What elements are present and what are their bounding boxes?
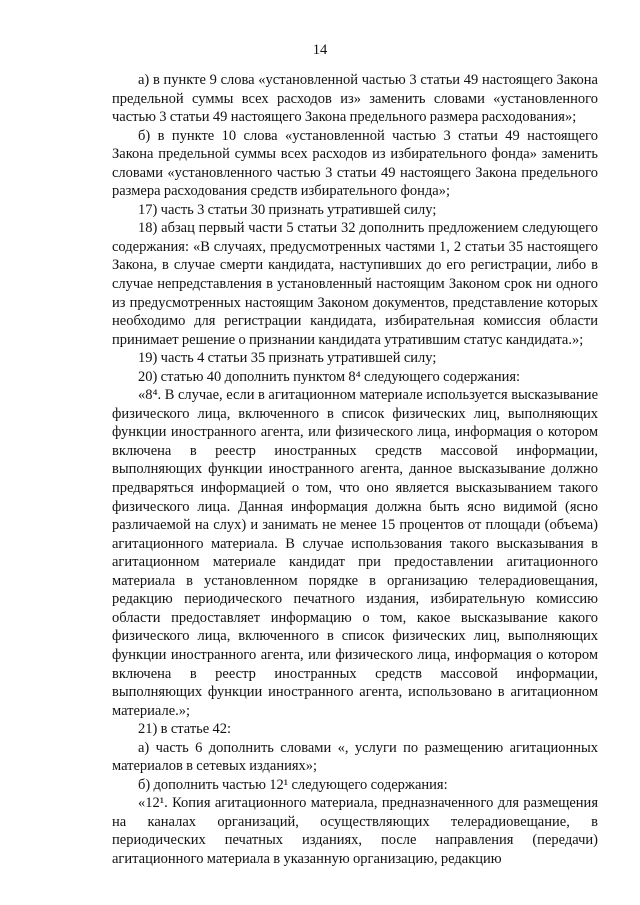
paragraph: а) часть 6 дополнить словами «, услуги по размещению агитационных материалов в сетевых изданиях»; [112,739,598,775]
paragraph: 21) в статье 42: [138,721,232,738]
paragraph: а) в пункте 9 слова «установленной частью 3 статьи 49 настоящего Закона предельной суммы всех расходов из» заменить словами «установленного частью 3 статьи 49 настоящего Закона предельного размера расходования»; [112,72,598,126]
page-number: 14 [312,42,328,58]
document-body [112,71,598,869]
paragraph: 18) абзац первый части 5 статьи 32 дополнить предложением следующего содержания: «В случаях, предусмотренных частями 1, 2 статьи 35 настоящего Закона, в случае смерти кандидата, наступивших до его регистрации, либо в случае непредставления в установленный настоящим Законом срок ни одного из предусмотренных настоящим Законом документов, представление которых необходимо для регистрации кандидата, избирательная комиссия области принимает решение о признании кандидата утратившим статус кандидата.»; [112,220,598,348]
paragraph: б) в пункте 10 слова «установленной частью 3 статьи 49 настоящего Закона предельной суммы всех расходов из избирательного фонда» заменить словами «установленного частью 3 статьи 49 настоящего Закона предельного размера расходования средств избирательного фонда»; [112,127,598,200]
paragraph: 20) статью 40 дополнить пунктом 8⁴ следующего содержания: [138,368,521,385]
paragraph: б) дополнить частью 12¹ следующего содержания: [138,776,448,793]
paragraph: «12¹. Копия агитационного материала, предназначенного для размещения на каналах организаций, осуществляющих телерадиовещание, в периодических печатных изданиях, после направления (передачи) агитационного материала в указанную организацию, редакцию [112,795,598,867]
paragraph: 17) часть 3 статьи 30 признать утратившей силу; [138,201,437,218]
paragraph: «8⁴. В случае, если в агитационном материале используется высказывание физического лица, включенного в список физических лиц, выполняющих функции иностранного агента, или физического лица, информация о котором включена в реестр иностранных средств массовой информации, выполняющих функции иностранного агента, данное высказывание должно предваряться информацией о том, что оно является высказыванием такого физического лица. Данная информация должна быть ясно видимой (ясно различаемой на слух) и занимать не менее 15 процентов от площади (объема) агитационного материала. В случае использования такого высказывания в агитационном материале кандидат при предоставлении агитационного материала в установленном порядке в организацию телерадиовещания, редакцию периодического печатного издания, избирательную комиссию области предоставляет информацию о том, какое высказывание какого физического лица, включенного в список физических лиц, выполняющих функции иностранного агента, или физического лица, информация о котором включена в реестр иностранных средств массовой информации, выполняющих функции иностранного агента, использовано в агитационном материале.»; [112,387,598,719]
paragraph: 19) часть 4 статьи 35 признать утратившей силу; [138,350,437,367]
